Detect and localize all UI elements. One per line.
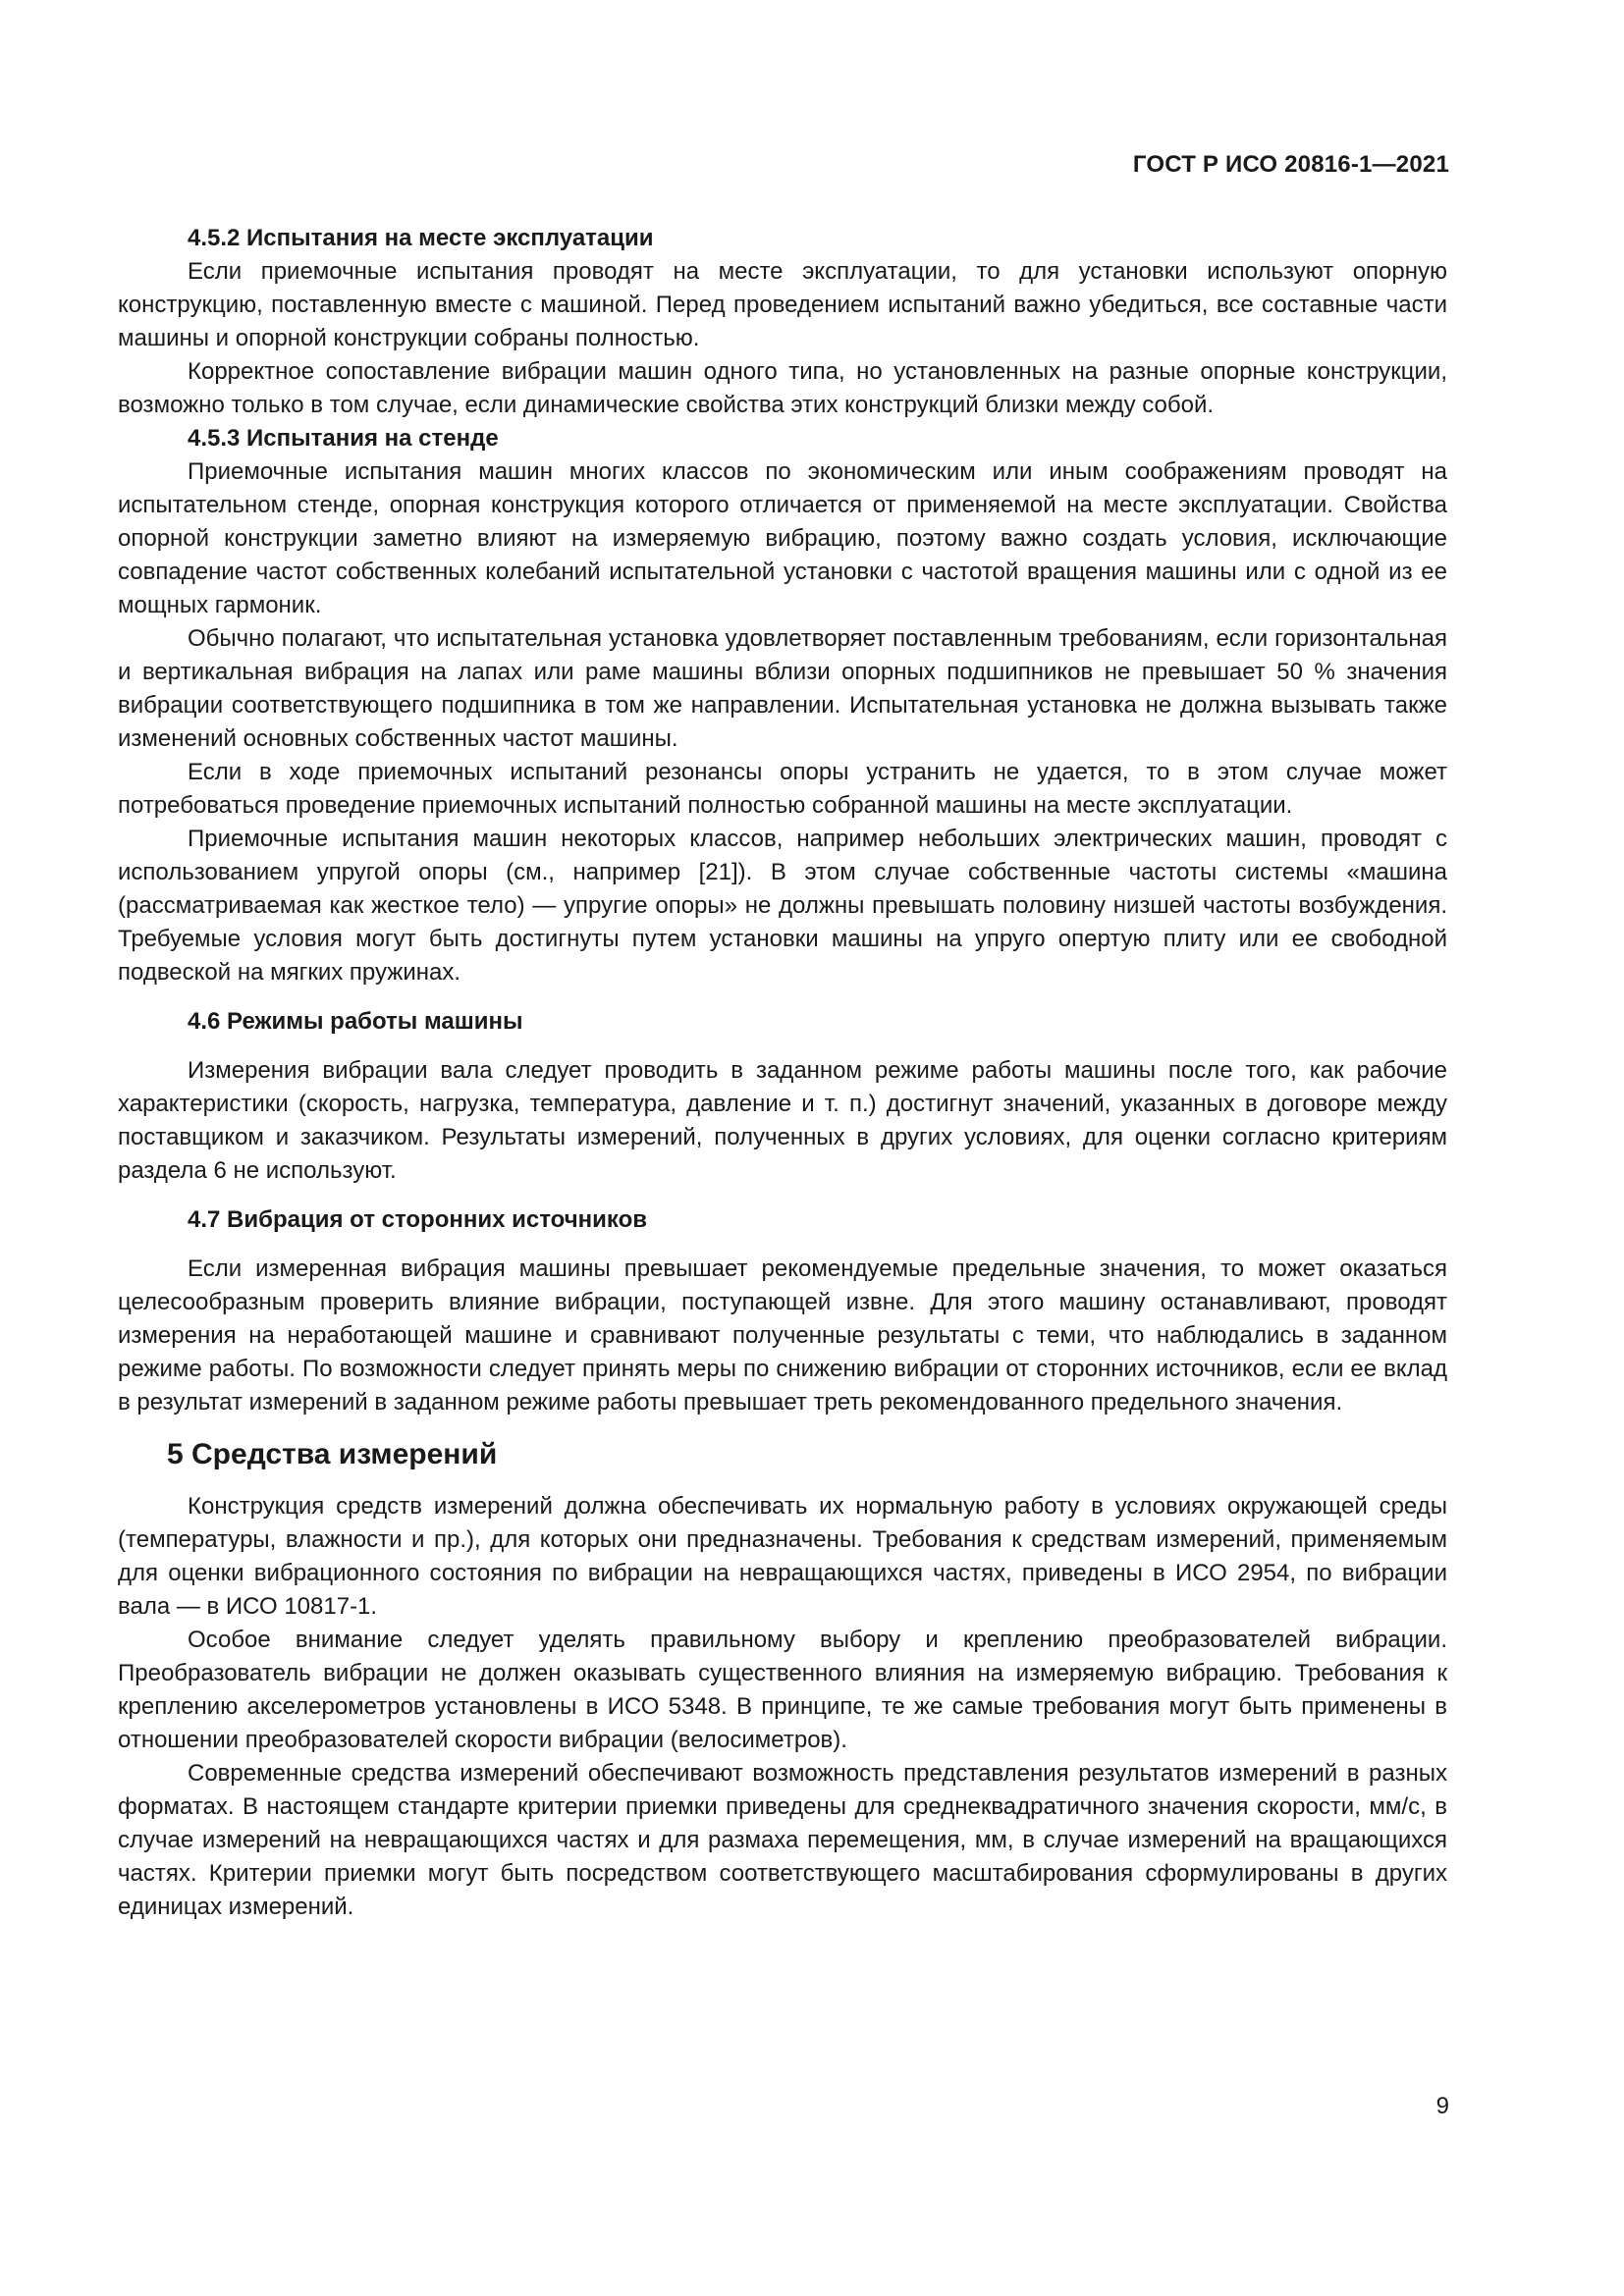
paragraph: Приемочные испытания машин многих классов по экономическим или иным соображениям проводят на испытательном стенде, опорная конструкция которого отличается от применяемой на месте эксплуатации. Свойства опорной конструкции заметно влияют на измеряемую вибрацию, поэтому важно создать условия, исключающие совпадение частот собственных колебаний испытательной установки с частотой вращения машины или с одной из ее мощных гармоник.: [118, 458, 1447, 618]
spacer: [118, 1237, 1447, 1253]
paragraph: Если приемочные испытания проводят на месте эксплуатации, то для установки используют опорную конструкцию, поставленную вместе с машиной. Перед проведением испытаний важно убедиться, все составные части машины и опорной конструкции собраны полностью.: [118, 258, 1447, 351]
document-code-header: ГОСТ Р ИСО 20816-1—2021: [1132, 151, 1449, 178]
spacer: [118, 1188, 1447, 1203]
paragraph: Если в ходе приемочных испытаний резонансы опоры устранить не удается, то в этом случае может потребоваться проведение приемочных испытаний полностью собранной машины на месте эксплуатации.: [118, 759, 1447, 819]
heading-4-5-2: 4.5.2 Испытания на месте эксплуатации: [188, 225, 654, 251]
heading-4-6: 4.6 Режимы работы машины: [188, 1008, 523, 1035]
heading-5: 5 Средства измерений: [167, 1438, 498, 1470]
paragraph: Корректное сопоставление вибрации машин одного типа, но установленных на разные опорные конструкции, возможно только в том случае, если динамические свойства этих конструкций близки между собой.: [118, 358, 1447, 418]
spacer: [118, 1474, 1447, 1490]
paragraph: Особое внимание следует уделять правильному выбору и креплению преобразователей вибрации. Преобразователь вибрации не должен оказывать существенного влияния на измеряемую вибрацию. Требования к креплению акселерометров установлены в ИСО 5348. В принципе, те же самые требования могут быть применены в отношении преобразователей скорости вибрации (велосиметров).: [118, 1627, 1447, 1753]
spacer: [118, 989, 1447, 1005]
page-number: 9: [1435, 2093, 1449, 2119]
paragraph: Конструкция средств измерений должна обеспечивать их нормальную работу в условиях окружающей среды (температуры, влажности и пр.), для которых они предназначены. Требования к средствам измерений, применяемым для оценки вибрационного состояния по вибрации на невращающихся частях, приведены в ИСО 2954, по вибрации вала — в ИСО 10817-1.: [118, 1493, 1447, 1620]
paragraph: Обычно полагают, что испытательная установка удовлетворяет поставленным требованиям, если горизонтальная и вертикальная вибрация на лапах или раме машины вблизи опорных подшипников не превышает 50 % значения вибрации соответствующего подшипника в том же направлении. Испытательная установка не должна вызывать также изменений основных собственных частот машины.: [118, 625, 1447, 752]
spacer: [118, 1039, 1447, 1054]
paragraph: Современные средства измерений обеспечивают возможность представления результатов измерений в разных форматах. В настоящем стандарте критерии приемки приведены для среднеквадратичного значения скорости, мм/с, в случае измерений на невращающихся частях и для размаха перемещения, мм, в случае измерений на вращающихся частях. Критерии приемки могут быть посредством соответствующего масштабирования сформулированы в других единицах измерений.: [118, 1760, 1447, 1920]
paragraph: Измерения вибрации вала следует проводить в заданном режиме работы машины после того, как рабочие характеристики (скорость, нагрузка, температура, давление и т. п.) достигнут значений, указанных в договоре между поставщиком и заказчиком. Результаты измерений, полученных в других условиях, для оценки согласно критериям раздела 6 не используют.: [118, 1057, 1447, 1184]
paragraph: Если измеренная вибрация машины превышает рекомендуемые предельные значения, то может оказаться целесообразным проверить влияние вибрации, поступающей извне. Для этого машину останавливают, проводят измерения на неработающей машине и сравнивают полученные результаты с теми, что наблюдались в заданном режиме работы. По возможности следует принять меры по снижению вибрации от сторонних источников, если ее вклад в результат измерений в заданном режиме работы превышает треть рекомендованного предельного значения.: [118, 1255, 1447, 1415]
heading-4-5-3: 4.5.3 Испытания на стенде: [188, 425, 499, 452]
paragraph: Приемочные испытания машин некоторых классов, например небольших электрических машин, проводят с использованием упругой опоры (см., например [21]). В этом случае собственные частоты системы «машина (рассматриваемая как жесткое тело) — упругие опоры» не должны превышать половину низшей частоты возбуждения. Требуемые условия могут быть достигнуты путем установки машины на упруго опертую плиту или ее свободной подвеской на мягких пружинах.: [118, 826, 1447, 986]
spacer: [118, 1419, 1447, 1435]
heading-4-7: 4.7 Вибрация от сторонних источников: [188, 1206, 648, 1233]
page-content: [118, 222, 1447, 1924]
